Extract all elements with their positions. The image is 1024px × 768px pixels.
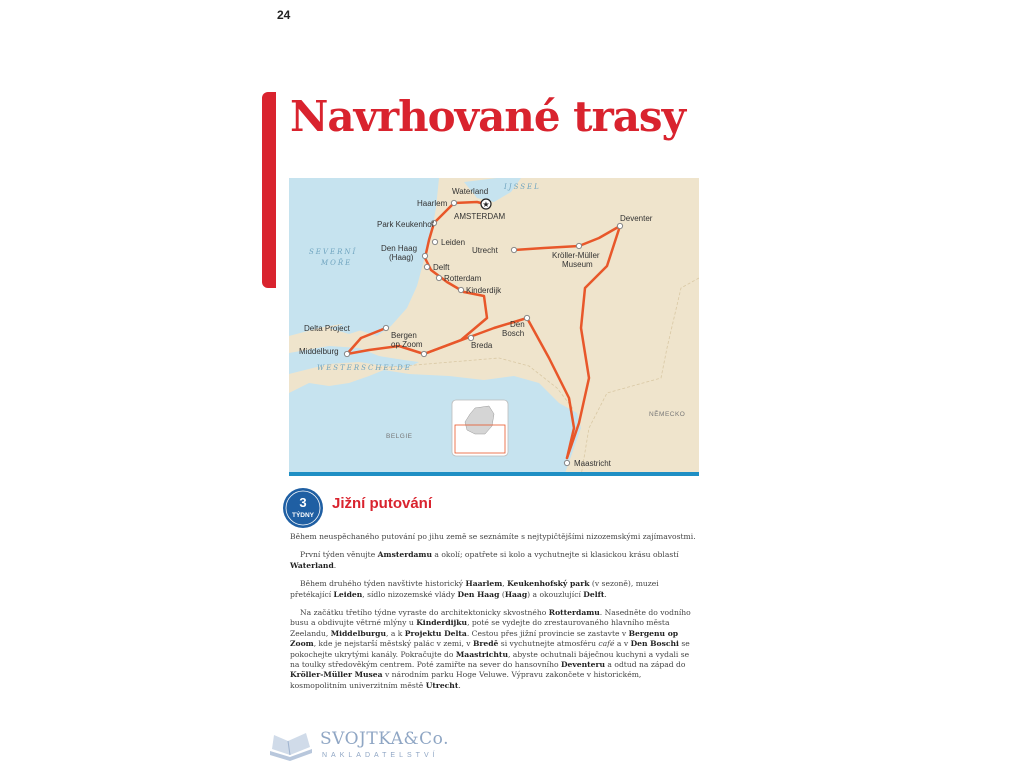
label-sea-2: MOŘE [321, 259, 353, 267]
label-den-bosch-2: Bosch [502, 329, 525, 338]
label-den-haag-2: (Haag) [389, 253, 414, 262]
paragraph-week-1: První týden věnujte Amsterdamu a okolí; opatřete si kolo a vychutnejte si klasickou krásu oblastí Waterland. [290, 550, 679, 570]
marker-bergen-op-zoom [421, 351, 426, 356]
label-delft: Delft [433, 263, 450, 272]
marker-haarlem [451, 200, 456, 205]
marker-kroller-muller [576, 243, 581, 248]
duration-badge [282, 487, 324, 529]
paragraph-week-3: Na začátku třetího týdne vyraste do architektonicky skvostného Rotterdamu. Nasedněte do vodního busu a obdivujte větrné mlýny u Kinderdijku, poté se vydejte do zrestaurovaného hlavního města Zeelandu, Middelburgu, a k Projektu Delta. Cestou přes jižní provincie se zastavte v Bergenu op Zoom, kde je nejstarší městský palác v zemi, v Bredě si vychutnejte atmosféru café a v Den Boschi se pokochejte ukrytými kanály. Pokračujte do Maastrichtu, abyste ochutnali báječnou kuchyni a vydali se na toulky středověkým centrem. Poté zamiřte na sever do hansovního Deventeru a odtud na západ do Kröller-Müller Musea v národním parku Hoge Veluwe. Výpravu zakončete v historickém, kosmopolitním univerzitním městě Utrecht. [290, 608, 691, 690]
badge-number: 3 [299, 495, 307, 510]
publisher-name: SVOJTKA&Co. [320, 729, 449, 749]
label-leiden: Leiden [441, 238, 466, 247]
marker-rotterdam [436, 275, 441, 280]
label-middelburg: Middelburg [299, 347, 339, 356]
publisher-watermark [268, 725, 468, 765]
route-map [289, 178, 699, 476]
label-amsterdam: AMSTERDAM [454, 212, 506, 221]
label-breda: Breda [471, 341, 493, 350]
label-belgium: BELGIE [386, 433, 413, 440]
marker-den-haag [422, 253, 427, 258]
marker-middelburg [344, 351, 349, 356]
locator-inset-map [452, 400, 508, 456]
label-haarlem: Haarlem [417, 199, 448, 208]
marker-leiden [432, 239, 437, 244]
label-bergen-2: op Zoom [391, 340, 423, 349]
page-number: 24 [277, 8, 291, 22]
label-rotterdam: Rotterdam [444, 274, 482, 283]
capital-star-icon: ★ [482, 200, 490, 209]
label-den-haag-1: Den Haag [381, 244, 418, 253]
label-deventer: Deventer [620, 214, 653, 223]
label-kroller-1: Kröller-Müller [552, 251, 600, 260]
badge-unit: TÝDNY [291, 512, 315, 519]
label-utrecht: Utrecht [472, 246, 498, 255]
article-body [290, 532, 698, 699]
chapter-tab-marker [262, 92, 276, 288]
paragraph-week-2: Během druhého týden navštivte historický Haarlem, Keukenhofský park (v sezoně), muzei přetékající Leiden, sídlo nizozemské vlády Den Haag (Haag) a okouzlující Delft. [290, 579, 659, 599]
label-kroller-2: Museum [562, 260, 593, 269]
marker-maastricht [564, 460, 569, 465]
marker-kinderdijk [458, 287, 463, 292]
marker-breda [468, 335, 473, 340]
label-germany: NĚMECKO [649, 411, 686, 418]
marker-delta-project [383, 325, 388, 330]
marker-deventer [617, 223, 622, 228]
page-title: Navrhované trasy [290, 92, 685, 141]
marker-den-bosch [524, 315, 529, 320]
label-ijsselmeer: IJSSEL [504, 183, 541, 191]
label-kinderdijk: Kinderdijk [466, 286, 502, 295]
label-delta-project: Delta Project [304, 324, 350, 333]
map-bottom-rule [289, 472, 699, 476]
publisher-subtitle: NAKLADATELSTVÍ [322, 752, 439, 759]
label-den-bosch-1: Den [510, 320, 525, 329]
label-keukenhof: Park Keukenhof [377, 220, 434, 229]
label-westerschelde: WESTERSCHELDE [317, 364, 412, 372]
label-waterland: Waterland [452, 187, 489, 196]
marker-delft [424, 264, 429, 269]
section-title: Jižní putování [332, 495, 433, 512]
book-logo-icon [268, 725, 314, 763]
label-sea-1: SEVERNÍ [309, 248, 358, 256]
label-maastricht: Maastricht [574, 459, 611, 468]
paragraph-intro: Během neuspěchaného putování po jihu země se seznámíte s nejtypičtějšími nizozemskými zajímavostmi. [290, 532, 696, 541]
label-bergen-1: Bergen [391, 331, 417, 340]
marker-utrecht [511, 247, 516, 252]
